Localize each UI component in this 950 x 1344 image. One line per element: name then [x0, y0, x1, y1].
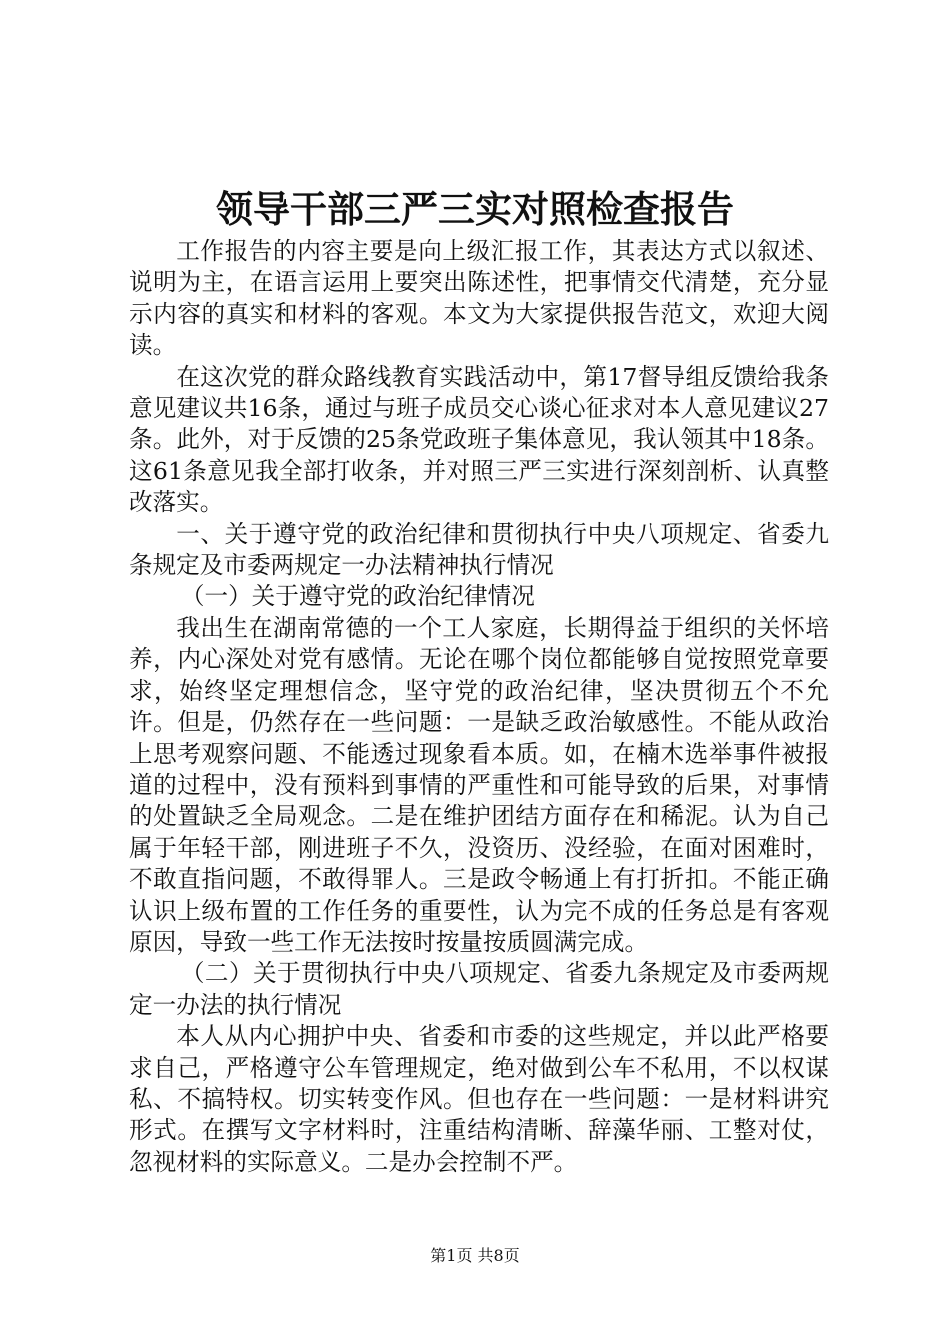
- document-title: 领导干部三严三实对照检查报告: [216, 187, 734, 231]
- document-body: [129, 236, 829, 1178]
- section-heading-1: 一、关于遵守党的政治纪律和贯彻执行中央八项规定、省委九条规定及市委两规定一办法精神执行情况: [129, 519, 829, 580]
- paragraph-intro: 工作报告的内容主要是向上级汇报工作，其表达方式以叙述、说明为主，在语言运用上要突出陈述性，把事情交代清楚，充分显示内容的真实和材料的客观。本文为大家提供报告范文，欢迎大阅读。: [129, 237, 829, 360]
- subsection-heading-1: （一）关于遵守党的政治纪律情况: [180, 582, 535, 611]
- paragraph-political-discipline: 我出生在湖南常德的一个工人家庭，长期得益于组织的关怀培养，内心深处对党有感情。无论在哪个岗位都能够自觉按照党章要求，始终坚定理想信念，坚守党的政治纪律，坚决贯彻五个不允许。但是，仍然存在一些问题：一是缺乏政治敏感性。不能从政治上思考观察问题、不能透过现象看本质。如，在楠木选举事件被报道的过程中，没有预料到事情的严重性和可能导致的后果，对事情的处置缺乏全局观念。二是在维护团结方面存在和稀泥。认为自己属于年轻干部，刚进班子不久，没资历、没经验，在面对困难时，不敢直指问题，不敢得罪人。三是政令畅通上有打折扣。不能正确认识上级布置的工作任务的重要性，认为完不成的任务总是有客观原因，导致一些工作无法按时按量按质圆满完成。: [129, 613, 829, 956]
- subsection-heading-2: （二）关于贯彻执行中央八项规定、省委九条规定及市委两规定一办法的执行情况: [129, 959, 829, 1019]
- page-footer: 第1页 共8页: [430, 1246, 520, 1265]
- paragraph-regulations: 本人从内心拥护中央、省委和市委的这些规定，并以此严格要求自己，严格遵守公车管理规定，绝对做到公车不私用，不以权谋私、不搞特权。切实转变作风。但也存在一些问题：一是材料讲究形式。在撰写文字材料时，注重结构清晰、辞藻华丽、工整对仗，忽视材料的实际意义。二是办会控制不严。: [129, 1022, 829, 1176]
- paragraph-background: 在这次党的群众路线教育实践活动中，第17督导组反馈给我条意见建议共16条，通过与班子成员交心谈心征求对本人意见建议27条。此外，对于反馈的25条党政班子集体意见，我认领其中18条。这61条意见我全部打收条，并对照三严三实进行深刻剖析、认真整改落实。: [129, 362, 829, 517]
